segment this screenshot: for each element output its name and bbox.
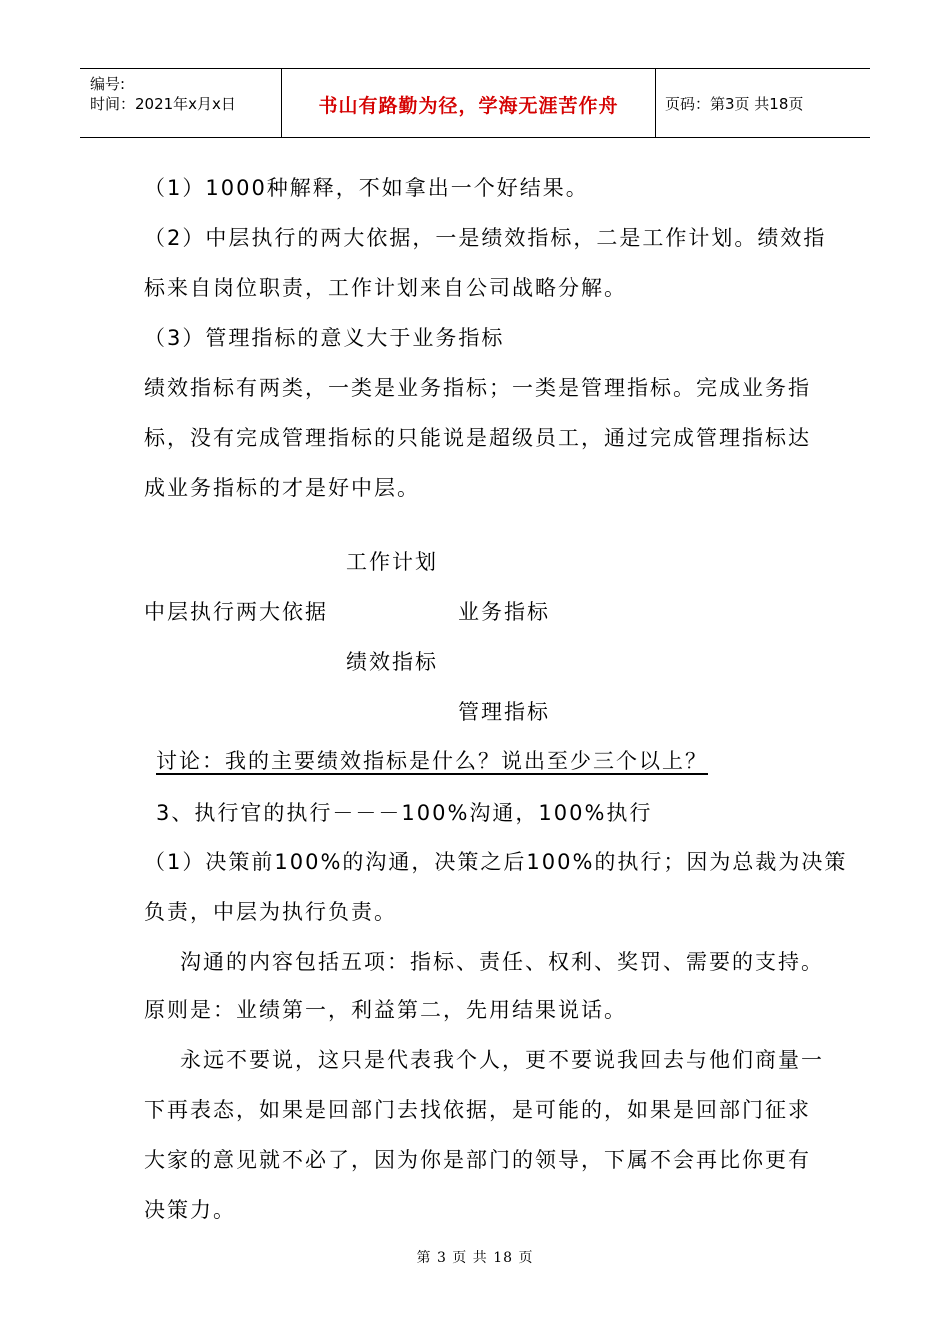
paragraph-line: （1）1000种解释，不如拿出一个好结果。	[144, 176, 589, 200]
paragraph-line: 标，没有完成管理指标的只能说是超级员工，通过完成管理指标达	[144, 426, 811, 450]
paragraph-line: （3）管理指标的意义大于业务指标	[144, 326, 505, 350]
paragraph-line: 原则是：业绩第一，利益第二，先用结果说话。	[144, 998, 627, 1022]
header-info-cell	[80, 69, 280, 137]
header-motto: 书山有路勤为径，学海无涯苦作舟	[318, 95, 619, 117]
header-page-cell	[655, 69, 870, 137]
paragraph-line: 负责，中层为执行负责。	[144, 900, 397, 924]
section-heading: 3、执行官的执行－－－100%沟通，100%执行	[156, 801, 653, 825]
paragraph-line: （2）中层执行的两大依据，一是绩效指标，二是工作计划。绩效指	[144, 226, 827, 250]
header-page-info: 页码：第3页 共18页	[665, 95, 804, 113]
document-header	[80, 68, 870, 138]
paragraph-line: 成业务指标的才是好中层。	[144, 476, 420, 500]
diagram-business-indicator: 业务指标	[458, 600, 550, 624]
header-motto-cell	[281, 69, 656, 137]
paragraph-line: 沟通的内容包括五项：指标、责任、权利、奖罚、需要的支持。	[180, 950, 824, 974]
paragraph-line: 永远不要说，这只是代表我个人，更不要说我回去与他们商量一	[180, 1048, 824, 1072]
paragraph-line: 大家的意见就不必了，因为你是部门的领导，下属不会再比你更有	[144, 1148, 811, 1172]
diagram-performance-indicator: 绩效指标	[346, 650, 438, 674]
paragraph-line: （1）决策前100%的沟通，决策之后100%的执行；因为总裁为决策	[144, 850, 848, 874]
diagram-work-plan: 工作计划	[346, 550, 438, 574]
document-date-label: 时间：2021年x月x日	[90, 95, 236, 113]
document-number-label: 编号:	[90, 75, 126, 93]
paragraph-line: 决策力。	[144, 1198, 236, 1222]
paragraph-line: 绩效指标有两类，一类是业务指标；一类是管理指标。完成业务指	[144, 376, 811, 400]
discussion-question: 讨论：我的主要绩效指标是什么？说出至少三个以上？	[156, 749, 708, 773]
page-footer: 第 3 页 共 18 页	[416, 1250, 534, 1266]
paragraph-line: 标来自岗位职责，工作计划来自公司战略分解。	[144, 276, 627, 300]
diagram-management-indicator: 管理指标	[458, 700, 550, 724]
paragraph-line: 下再表态，如果是回部门去找依据，是可能的，如果是回部门征求	[144, 1098, 811, 1122]
diagram-basis: 中层执行两大依据	[144, 600, 328, 624]
